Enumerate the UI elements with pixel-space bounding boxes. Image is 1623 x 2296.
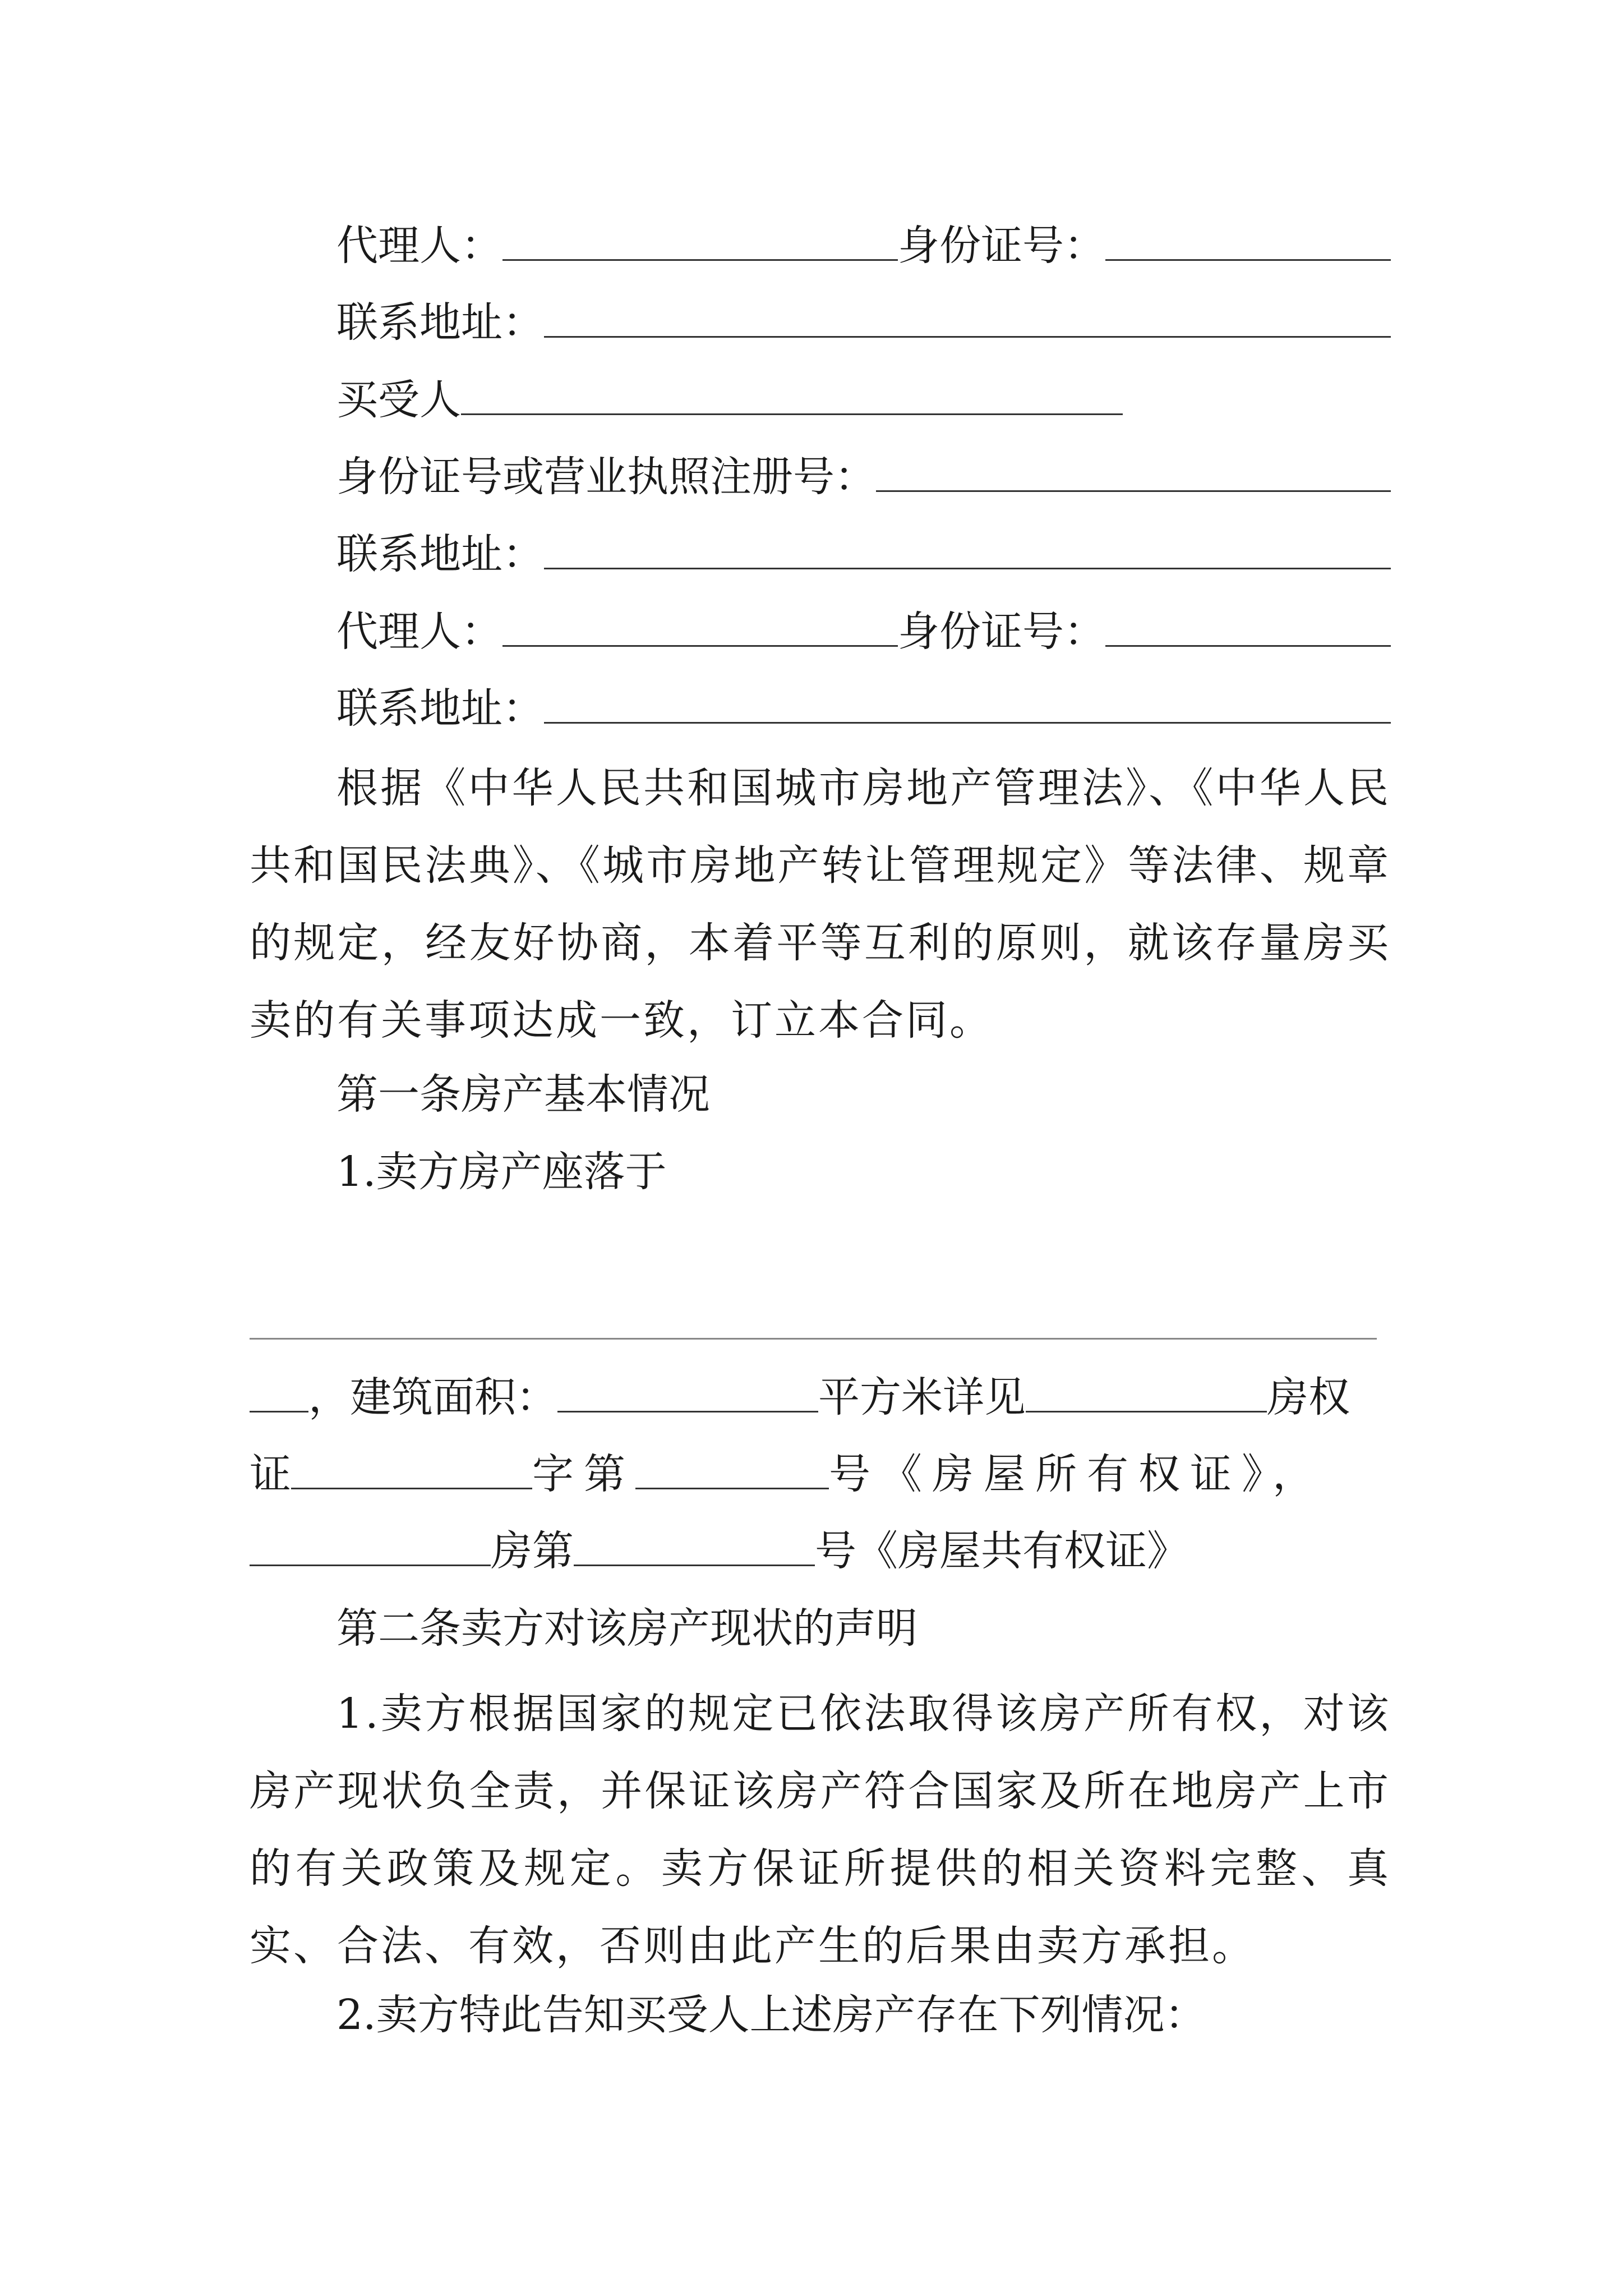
buyer-name-field[interactable] xyxy=(461,413,1123,415)
address-label: 联系地址： xyxy=(336,530,544,578)
id-number-label: 身份证号： xyxy=(898,608,1105,656)
zi-di-label: 字第 xyxy=(532,1450,635,1498)
agent-name-field[interactable] xyxy=(502,645,898,647)
address-field[interactable] xyxy=(544,722,1391,724)
location-tail-field[interactable] xyxy=(250,1411,308,1412)
agent-line-2 xyxy=(336,601,1391,662)
area-line xyxy=(250,1366,1391,1428)
property-location-field[interactable] xyxy=(250,1338,1377,1340)
ownership-cert-label: 号《房屋所有权证》， xyxy=(829,1450,1324,1498)
article-2-item-2: 2.卖方特此告知买受人上述房产存在下列情况： xyxy=(336,1991,1206,2039)
agent-name-field[interactable] xyxy=(502,259,898,261)
address-label: 联系地址： xyxy=(336,298,544,347)
area-field[interactable] xyxy=(557,1411,818,1412)
agent-label: 代理人： xyxy=(336,608,502,656)
buyer-line xyxy=(336,369,1391,431)
id-number-field[interactable] xyxy=(1105,645,1391,647)
address-field[interactable] xyxy=(544,336,1391,338)
id-number-label: 身份证号： xyxy=(898,222,1105,270)
buyer-id-label: 身份证号或营业执照注册号： xyxy=(336,453,876,501)
address-line-2 xyxy=(336,523,1391,585)
cert-zi-field[interactable] xyxy=(291,1488,532,1489)
cert-prefix: 证 xyxy=(250,1450,291,1498)
article-2-item-1: 1.卖方根据国家的规定已依法取得该房产所有权，对该房产现状负全责，并保证该房产符合国家及所在地房产上市的有关政策及规定。卖方保证所提供的相关资料完整、真实、合法、有效，否则由此产生的后果由卖方承担。 xyxy=(250,1690,1391,1970)
article-1-item-1: 1.卖方房产座落于 xyxy=(336,1148,667,1196)
article-1-title: 第一条房产基本情况 xyxy=(336,1070,710,1119)
address-field[interactable] xyxy=(544,568,1391,569)
cert-word: 房权 xyxy=(1267,1373,1350,1421)
cotenancy-number-field[interactable] xyxy=(574,1565,815,1566)
certificate-ref-field[interactable] xyxy=(1026,1411,1267,1412)
agent-label: 代理人： xyxy=(336,222,502,270)
buyer-id-line xyxy=(336,446,1391,508)
area-unit-label: 平方米详见 xyxy=(818,1373,1026,1421)
cotenancy-cert-label: 号《房屋共有权证》 xyxy=(815,1527,1188,1575)
ownership-cert-line xyxy=(250,1443,1391,1505)
area-label: ，建筑面积： xyxy=(308,1373,557,1421)
address-label: 联系地址： xyxy=(336,684,544,733)
address-line-3 xyxy=(336,678,1391,739)
article-2-title: 第二条卖方对该房产现状的声明 xyxy=(336,1604,917,1653)
buyer-label: 买受人 xyxy=(336,376,461,424)
agent-line-1 xyxy=(336,215,1391,277)
fang-di-label: 房第 xyxy=(491,1527,574,1575)
intro-paragraph: 根据《中华人民共和国城市房地产管理法》、《中华人民共和国民法典》、《城市房地产转让管理规定》等法律、规章的规定，经友好协商，本着平等互利的原则，就该存量房买卖的有关事项达成一致，订立本合同。 xyxy=(250,764,1391,1045)
address-line-1 xyxy=(336,292,1391,353)
cert-number-field[interactable] xyxy=(635,1488,829,1489)
id-number-field[interactable] xyxy=(1105,259,1391,261)
buyer-id-field[interactable] xyxy=(876,490,1391,492)
cotenancy-ref-field[interactable] xyxy=(250,1565,491,1566)
cotenancy-cert-line xyxy=(250,1520,1391,1582)
